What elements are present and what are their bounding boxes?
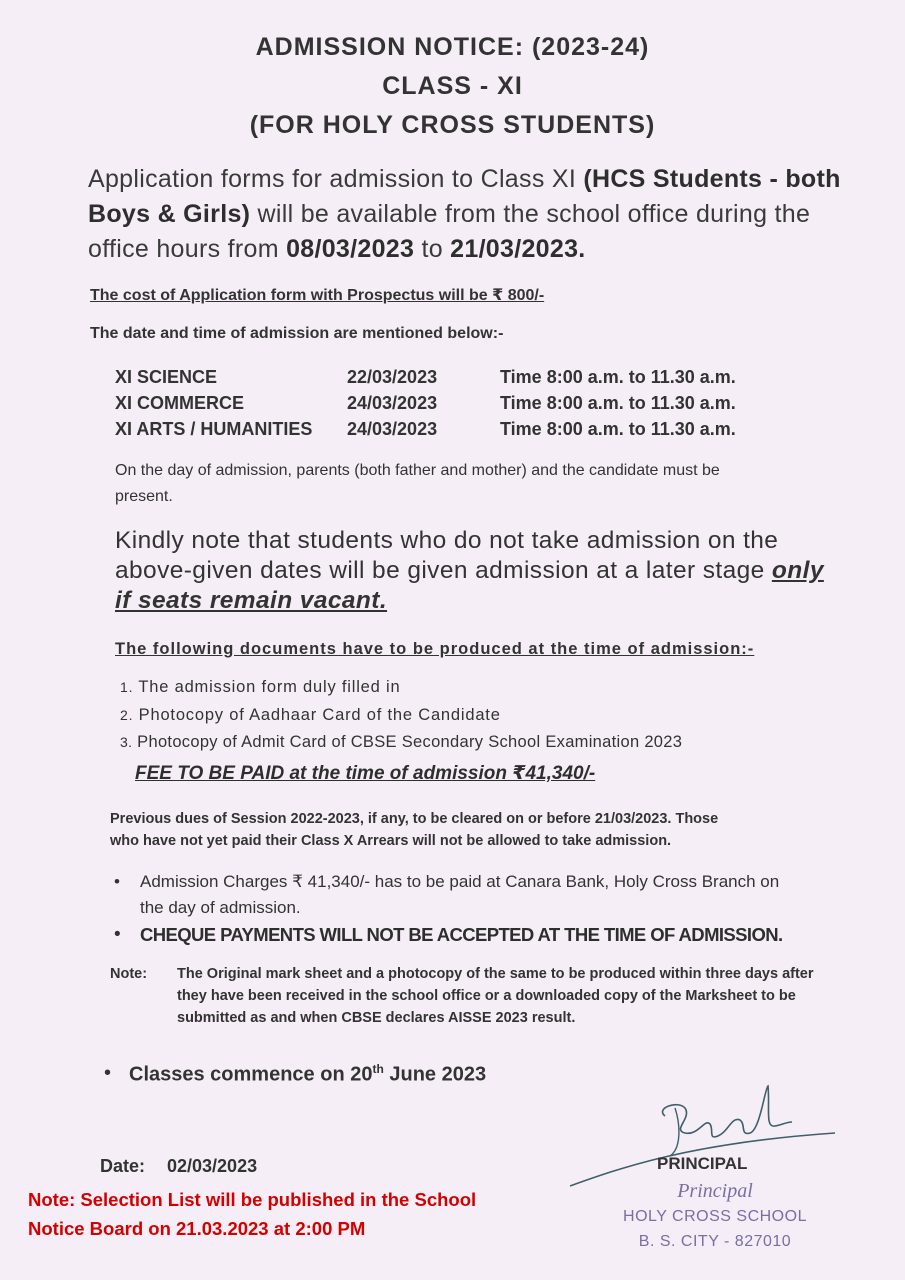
- dues-line-2: who have not yet paid their Class X Arrears will not be allowed to take admission.: [110, 833, 672, 849]
- document-num-1: 1.: [120, 679, 134, 695]
- intro-text-4: .: [578, 235, 586, 263]
- late-admission-text: Kindly note that students who do not take admission on the above-given dates will be given admission at a later stage: [115, 527, 779, 584]
- documents-heading: The following documents have to be produced at the time of admission:-: [115, 640, 755, 658]
- late-admission-note: [115, 526, 845, 616]
- notice-title: ADMISSION NOTICE: (2023-24): [255, 33, 650, 61]
- document-item-2: [120, 706, 501, 725]
- document-item-1: [120, 678, 400, 697]
- principal-title: PRINCIPAL: [657, 1154, 748, 1173]
- intro-date-to: 21/03/2023: [450, 235, 579, 263]
- document-item-3: [120, 733, 682, 752]
- parents-line-1: On the day of admission, parents (both father and mother) and the candidate must be: [115, 462, 720, 479]
- audience-title: (FOR HOLY CROSS STUDENTS): [249, 111, 656, 139]
- schedule-time-0: Time 8:00 a.m. to 11.30 a.m.: [500, 367, 736, 387]
- classes-sup: th: [372, 1062, 384, 1076]
- cheque-warning: CHEQUE PAYMENTS WILL NOT BE ACCEPTED AT THE TIME OF ADMISSION.: [140, 924, 783, 945]
- schedule-stream-0: XI SCIENCE: [115, 367, 218, 387]
- classes-commence: [129, 1062, 486, 1087]
- document-text-1: The admission form duly filled in: [138, 678, 401, 696]
- bullet-dot-2: •: [114, 924, 121, 945]
- date-label: Date:: [100, 1156, 146, 1176]
- class-title: CLASS - XI: [382, 72, 523, 100]
- intro-audience: (HCS Students - both Boys & Girls): [88, 165, 841, 228]
- schedule-date-1: 24/03/2023: [347, 393, 438, 413]
- stamp-principal: Principal: [677, 1180, 753, 1202]
- selection-list-note-line-1: Note: Selection List will be published in the School: [28, 1189, 477, 1210]
- selection-list-note-line-2: Notice Board on 21.03.2023 at 2:00 PM: [28, 1218, 366, 1239]
- document-text-3: Photocopy of Admit Card of CBSE Secondary School Examination 2023: [137, 733, 683, 751]
- admission-charges-line-2: the day of admission.: [140, 898, 301, 917]
- intro-date-from: 08/03/2023: [286, 235, 415, 263]
- date-value: 02/03/2023: [167, 1156, 258, 1176]
- fee-line: FEE TO BE PAID at the time of admission ₹41,340/-: [135, 763, 596, 784]
- cost-line: The cost of Application form with Prospectus will be ₹ 800/-: [90, 287, 545, 304]
- schedule-date-0: 22/03/2023: [347, 367, 438, 387]
- bullet-dot-1: •: [114, 872, 120, 891]
- note-line-2: they have been received in the school office or a downloaded copy of the Marksheet to be: [177, 988, 796, 1004]
- intro-text-1: Application forms for admission to Class XI: [88, 165, 584, 193]
- admission-charges-line-1: Admission Charges ₹ 41,340/- has to be paid at Canara Bank, Holy Cross Branch on: [140, 872, 780, 891]
- classes-suffix: June 2023: [383, 1063, 487, 1086]
- document-text-2: Photocopy of Aadhaar Card of the Candidate: [138, 706, 501, 724]
- date-time-intro: The date and time of admission are mentioned below:-: [90, 325, 504, 342]
- intro-text-2: will be available from the school office during the office hours from: [88, 200, 811, 263]
- intro-paragraph: [88, 162, 848, 267]
- document-num-3: 3.: [120, 734, 133, 750]
- note-line-3: submitted as and when CBSE declares AISSE 2023 result.: [177, 1010, 576, 1026]
- classes-prefix: Classes commence on 20: [129, 1063, 373, 1086]
- stamp-school-name: HOLY CROSS SCHOOL: [623, 1208, 807, 1225]
- parents-line-2: present.: [115, 488, 173, 505]
- stamp-address: B. S. CITY - 827010: [638, 1233, 792, 1250]
- schedule-stream-2: XI ARTS / HUMANITIES: [115, 419, 313, 439]
- schedule-stream-1: XI COMMERCE: [115, 393, 245, 413]
- document-num-2: 2.: [120, 707, 134, 723]
- schedule-time-2: Time 8:00 a.m. to 11.30 a.m.: [500, 419, 736, 439]
- late-admission-emphasis: only if seats remain vacant.: [115, 557, 824, 614]
- dues-line-1: Previous dues of Session 2022-2023, if any, to be cleared on or before 21/03/2023. Those: [110, 811, 719, 827]
- schedule-time-1: Time 8:00 a.m. to 11.30 a.m.: [500, 393, 736, 413]
- note-label: Note:: [110, 966, 148, 982]
- bullet-dot-3: •: [104, 1062, 112, 1084]
- intro-text-3: to: [414, 235, 451, 263]
- schedule-date-2: 24/03/2023: [347, 419, 438, 439]
- note-line-1: The Original mark sheet and a photocopy of the same to be produced within three days after: [177, 966, 814, 982]
